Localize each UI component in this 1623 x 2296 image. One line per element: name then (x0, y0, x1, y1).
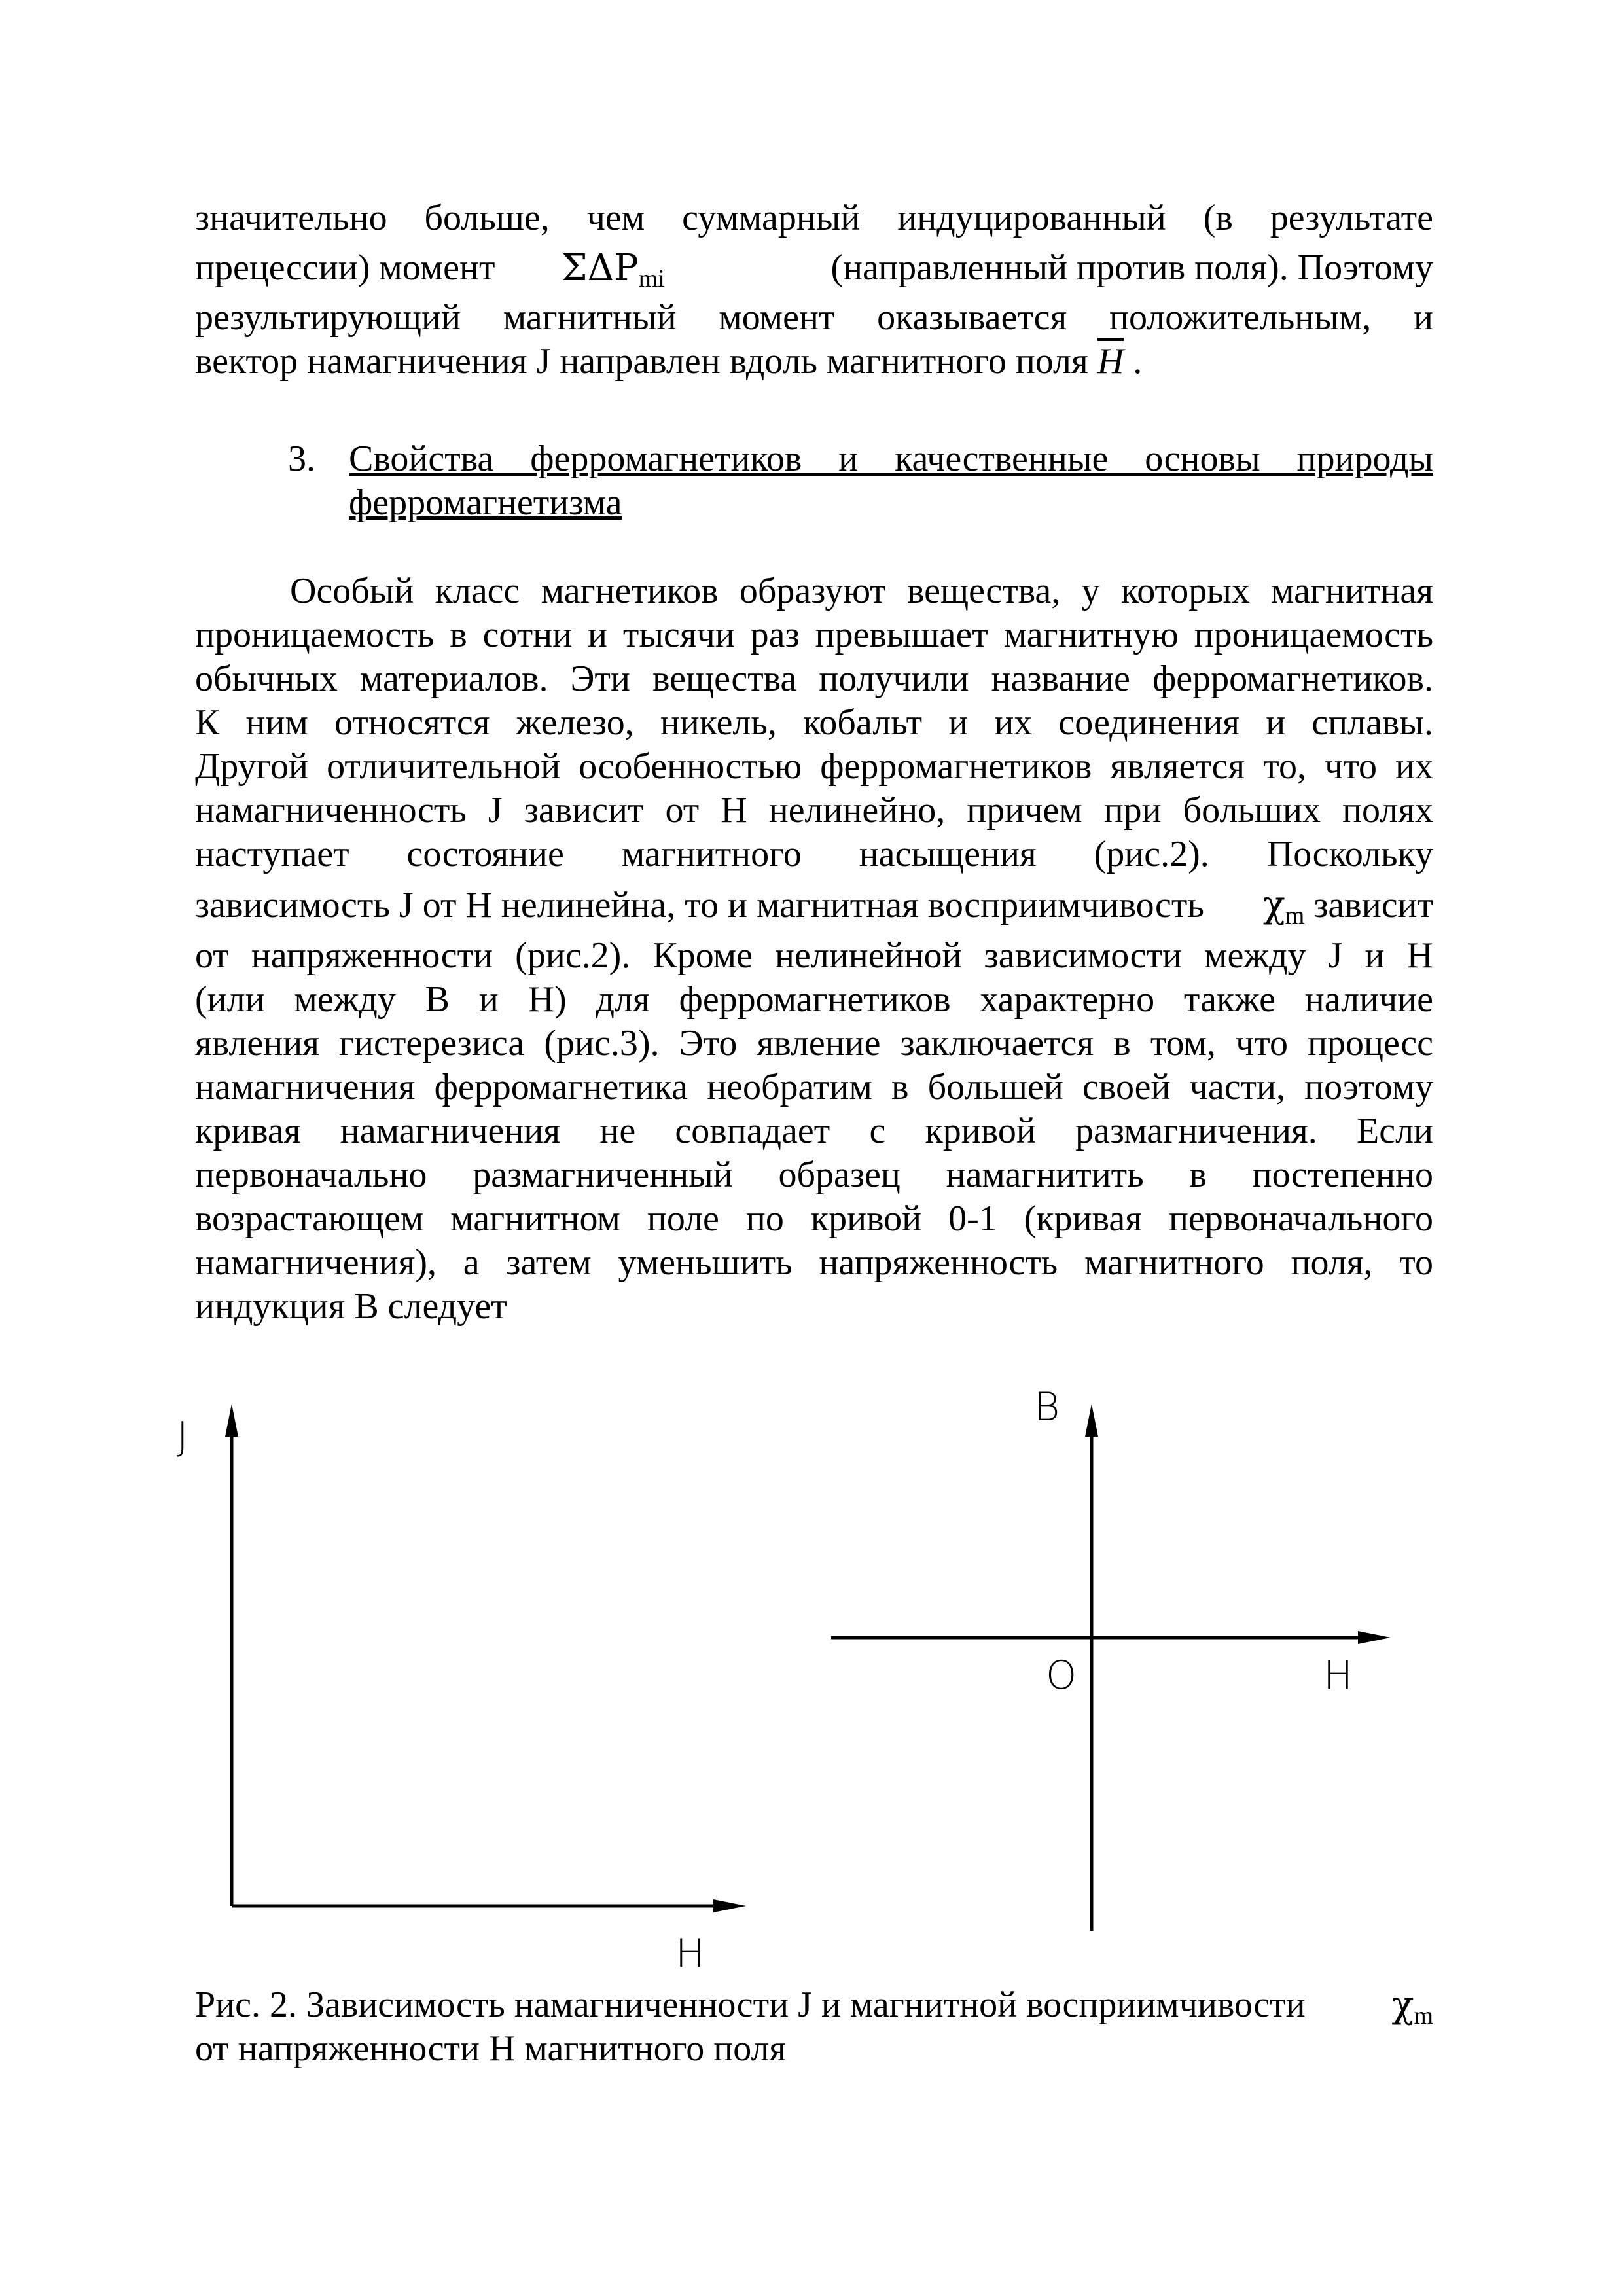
text-line: вектор намагничения J направлен вдоль магнитного поля $\overline{H}$ . (195, 341, 1143, 382)
chi-symbol: χ (1391, 1984, 1414, 2026)
text-line: индукция B следует (195, 1286, 507, 1327)
left-x-axis-label: H (675, 1931, 705, 1977)
text-line: значительно больше, чем суммарный индуцированный (в результате (195, 198, 1433, 238)
text-line: К ним относятся железо, никель, кобальт и их соединения и сплавы. (195, 702, 1433, 743)
figure-caption: Рис. 2. Зависимость намагниченности J и магнитной восприимчивости $\chi_m$ от напряженности H магнитного поля (195, 1984, 1433, 2069)
right-y-arrowhead (1085, 1404, 1098, 1437)
text-line: намагничения), а затем уменьшить напряженность магнитного поля, то (195, 1242, 1433, 1283)
sum-delta-symbol: ΣΔP (562, 247, 639, 289)
section-number: 3. (288, 439, 315, 479)
text-line: возрастающем магнитном поле по кривой 0-1 (кривая первоначального (195, 1198, 1433, 1239)
text-line: прецессии) момент $\Sigma\Delta P_{mi}$ (направленный против поля). Поэтому (195, 247, 1433, 293)
text-line: Другой отличительной особенностью ферромагнетиков является то, что их (195, 746, 1433, 787)
text-line: намагничения ферромагнетика необратим в большей своей части, поэтому (195, 1067, 1433, 1107)
left-y-axis-label: J (177, 1414, 188, 1460)
text-line: (или между B и H) для ферромагнетиков характерно также наличие (195, 979, 1433, 1020)
text-line: обычных материалов. Эти вещества получили название ферромагнетиков. (195, 658, 1433, 699)
text-line: от напряженности (рис.2). Кроме нелинейной зависимости между J и H (195, 935, 1433, 976)
text-line: результирующий магнитный момент оказывается положительным, и (195, 297, 1433, 338)
text-line: первоначально размагниченный образец намагнитить в постепенно (195, 1155, 1433, 1195)
text-line: кривая намагничения не совпадает с кривой размагничения. Если (195, 1111, 1433, 1151)
right-x-arrowhead (1358, 1631, 1391, 1644)
text-line: проницаемость в сотни и тысячи раз превышает магнитную проницаемость (195, 615, 1433, 655)
text-line: зависимость J от H нелинейна, то и магнитная восприимчивость $\chi_m$ зависит (195, 884, 1433, 929)
text-line: Особый класс магнетиков образуют вещества, у которых магнитная (290, 571, 1433, 611)
vector-h-symbol: $\overline{H}$ (1097, 341, 1124, 382)
text-line: явления гистерезиса (рис.3). Это явление заключается в том, что процесс (195, 1023, 1433, 1064)
left-x-arrowhead (713, 1899, 746, 1912)
left-y-arrowhead (225, 1404, 238, 1437)
right-origin-label: O (1046, 1653, 1077, 1698)
text-line: намагниченность J зависит от H нелинейно, причем при больших полях (195, 790, 1433, 831)
text-line: наступает состояние магнитного насыщения (рис.2). Поскольку (195, 834, 1433, 874)
right-x-axis-label: H (1323, 1653, 1353, 1698)
chi-symbol: χ (1262, 884, 1285, 926)
right-y-axis-label: B (1034, 1384, 1060, 1430)
section-title: Свойства ферромагнетиков и качественные основы природы ферромагнетизма (349, 439, 1433, 523)
